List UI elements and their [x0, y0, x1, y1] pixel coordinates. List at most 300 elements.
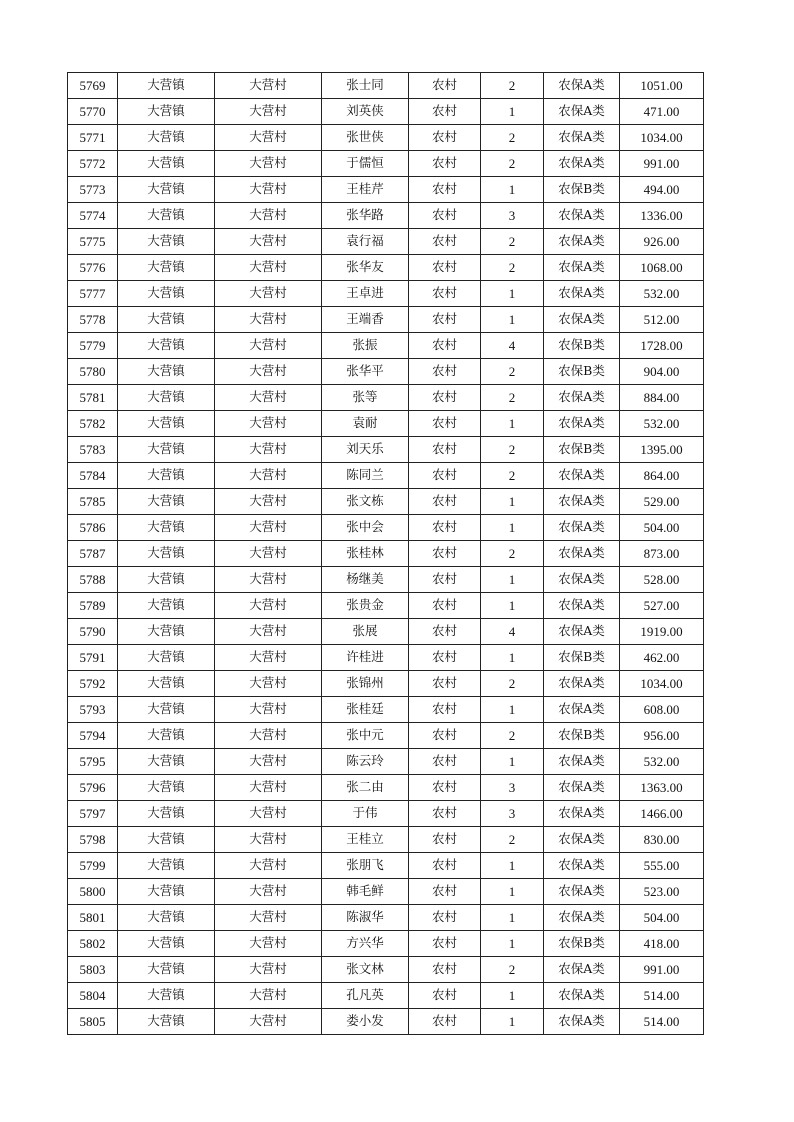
serial-number-cell: 5777 — [68, 281, 118, 307]
category-cell: 农保B类 — [544, 359, 620, 385]
serial-number-cell: 5786 — [68, 515, 118, 541]
town-cell: 大营镇 — [118, 463, 215, 489]
area-type-cell: 农村 — [409, 827, 481, 853]
name-cell: 孔凡英 — [322, 983, 409, 1009]
table-row — [68, 775, 704, 801]
serial-number-cell: 5796 — [68, 775, 118, 801]
serial-number-cell: 5802 — [68, 931, 118, 957]
household-count-cell: 3 — [481, 203, 544, 229]
table-row — [68, 853, 704, 879]
village-cell: 大营村 — [215, 99, 322, 125]
household-count-cell: 2 — [481, 229, 544, 255]
name-cell: 陈云玲 — [322, 749, 409, 775]
town-cell: 大营镇 — [118, 697, 215, 723]
amount-cell: 529.00 — [620, 489, 704, 515]
amount-cell: 512.00 — [620, 307, 704, 333]
name-cell: 韩毛鲜 — [322, 879, 409, 905]
town-cell: 大营镇 — [118, 671, 215, 697]
category-cell: 农保A类 — [544, 853, 620, 879]
town-cell: 大营镇 — [118, 385, 215, 411]
name-cell: 张世侠 — [322, 125, 409, 151]
village-cell: 大营村 — [215, 489, 322, 515]
category-cell: 农保A类 — [544, 255, 620, 281]
area-type-cell: 农村 — [409, 229, 481, 255]
amount-cell: 926.00 — [620, 229, 704, 255]
village-cell: 大营村 — [215, 151, 322, 177]
name-cell: 张桂林 — [322, 541, 409, 567]
name-cell: 王卓进 — [322, 281, 409, 307]
category-cell: 农保B类 — [544, 931, 620, 957]
amount-cell: 418.00 — [620, 931, 704, 957]
village-cell: 大营村 — [215, 125, 322, 151]
serial-number-cell: 5773 — [68, 177, 118, 203]
category-cell: 农保A类 — [544, 801, 620, 827]
table-row — [68, 255, 704, 281]
village-cell: 大营村 — [215, 749, 322, 775]
amount-cell: 504.00 — [620, 515, 704, 541]
name-cell: 张华友 — [322, 255, 409, 281]
town-cell: 大营镇 — [118, 619, 215, 645]
table-row — [68, 437, 704, 463]
name-cell: 刘英侠 — [322, 99, 409, 125]
table-row — [68, 957, 704, 983]
category-cell: 农保A类 — [544, 307, 620, 333]
household-count-cell: 1 — [481, 983, 544, 1009]
amount-cell: 514.00 — [620, 983, 704, 1009]
records-table-body — [68, 73, 704, 1035]
village-cell: 大营村 — [215, 567, 322, 593]
category-cell: 农保A类 — [544, 879, 620, 905]
serial-number-cell: 5803 — [68, 957, 118, 983]
serial-number-cell: 5804 — [68, 983, 118, 1009]
town-cell: 大营镇 — [118, 801, 215, 827]
amount-cell: 1395.00 — [620, 437, 704, 463]
household-count-cell: 2 — [481, 73, 544, 99]
area-type-cell: 农村 — [409, 957, 481, 983]
amount-cell: 1336.00 — [620, 203, 704, 229]
household-count-cell: 1 — [481, 177, 544, 203]
name-cell: 张贵金 — [322, 593, 409, 619]
area-type-cell: 农村 — [409, 359, 481, 385]
name-cell: 陈淑华 — [322, 905, 409, 931]
category-cell: 农保A类 — [544, 1009, 620, 1035]
village-cell: 大营村 — [215, 73, 322, 99]
household-count-cell: 1 — [481, 515, 544, 541]
town-cell: 大营镇 — [118, 931, 215, 957]
serial-number-cell: 5805 — [68, 1009, 118, 1035]
village-cell: 大营村 — [215, 437, 322, 463]
town-cell: 大营镇 — [118, 905, 215, 931]
category-cell: 农保B类 — [544, 645, 620, 671]
serial-number-cell: 5792 — [68, 671, 118, 697]
town-cell: 大营镇 — [118, 723, 215, 749]
amount-cell: 523.00 — [620, 879, 704, 905]
area-type-cell: 农村 — [409, 619, 481, 645]
town-cell: 大营镇 — [118, 827, 215, 853]
name-cell: 张朋飞 — [322, 853, 409, 879]
village-cell: 大营村 — [215, 957, 322, 983]
household-count-cell: 2 — [481, 385, 544, 411]
name-cell: 许桂进 — [322, 645, 409, 671]
village-cell: 大营村 — [215, 931, 322, 957]
amount-cell: 462.00 — [620, 645, 704, 671]
serial-number-cell: 5782 — [68, 411, 118, 437]
category-cell: 农保A类 — [544, 671, 620, 697]
amount-cell: 1034.00 — [620, 125, 704, 151]
category-cell: 农保A类 — [544, 567, 620, 593]
table-row — [68, 385, 704, 411]
area-type-cell: 农村 — [409, 541, 481, 567]
serial-number-cell: 5785 — [68, 489, 118, 515]
table-row — [68, 177, 704, 203]
town-cell: 大营镇 — [118, 1009, 215, 1035]
table-row — [68, 723, 704, 749]
household-count-cell: 1 — [481, 905, 544, 931]
area-type-cell: 农村 — [409, 177, 481, 203]
table-row — [68, 151, 704, 177]
category-cell: 农保A类 — [544, 99, 620, 125]
table-row — [68, 905, 704, 931]
name-cell: 王端香 — [322, 307, 409, 333]
amount-cell: 555.00 — [620, 853, 704, 879]
amount-cell: 830.00 — [620, 827, 704, 853]
household-count-cell: 2 — [481, 463, 544, 489]
serial-number-cell: 5781 — [68, 385, 118, 411]
name-cell: 张展 — [322, 619, 409, 645]
category-cell: 农保A类 — [544, 593, 620, 619]
area-type-cell: 农村 — [409, 151, 481, 177]
household-count-cell: 1 — [481, 489, 544, 515]
area-type-cell: 农村 — [409, 463, 481, 489]
serial-number-cell: 5779 — [68, 333, 118, 359]
category-cell: 农保B类 — [544, 333, 620, 359]
serial-number-cell: 5800 — [68, 879, 118, 905]
name-cell: 张等 — [322, 385, 409, 411]
household-count-cell: 2 — [481, 671, 544, 697]
amount-cell: 1068.00 — [620, 255, 704, 281]
village-cell: 大营村 — [215, 515, 322, 541]
serial-number-cell: 5784 — [68, 463, 118, 489]
household-count-cell: 1 — [481, 567, 544, 593]
town-cell: 大营镇 — [118, 593, 215, 619]
village-cell: 大营村 — [215, 801, 322, 827]
area-type-cell: 农村 — [409, 281, 481, 307]
household-count-cell: 2 — [481, 957, 544, 983]
area-type-cell: 农村 — [409, 905, 481, 931]
town-cell: 大营镇 — [118, 749, 215, 775]
household-count-cell: 2 — [481, 151, 544, 177]
serial-number-cell: 5789 — [68, 593, 118, 619]
table-row — [68, 281, 704, 307]
town-cell: 大营镇 — [118, 515, 215, 541]
area-type-cell: 农村 — [409, 489, 481, 515]
name-cell: 杨继美 — [322, 567, 409, 593]
village-cell: 大营村 — [215, 775, 322, 801]
name-cell: 张华路 — [322, 203, 409, 229]
table-row — [68, 671, 704, 697]
name-cell: 张文林 — [322, 957, 409, 983]
household-count-cell: 1 — [481, 697, 544, 723]
household-count-cell: 2 — [481, 125, 544, 151]
household-count-cell: 1 — [481, 411, 544, 437]
area-type-cell: 农村 — [409, 593, 481, 619]
amount-cell: 532.00 — [620, 411, 704, 437]
serial-number-cell: 5775 — [68, 229, 118, 255]
table-row — [68, 801, 704, 827]
household-count-cell: 1 — [481, 931, 544, 957]
amount-cell: 1728.00 — [620, 333, 704, 359]
town-cell: 大营镇 — [118, 567, 215, 593]
area-type-cell: 农村 — [409, 983, 481, 1009]
town-cell: 大营镇 — [118, 333, 215, 359]
area-type-cell: 农村 — [409, 515, 481, 541]
name-cell: 张文栋 — [322, 489, 409, 515]
table-row — [68, 463, 704, 489]
household-count-cell: 2 — [481, 437, 544, 463]
town-cell: 大营镇 — [118, 73, 215, 99]
amount-cell: 514.00 — [620, 1009, 704, 1035]
household-count-cell: 1 — [481, 281, 544, 307]
table-row — [68, 307, 704, 333]
town-cell: 大营镇 — [118, 255, 215, 281]
serial-number-cell: 5791 — [68, 645, 118, 671]
table-row — [68, 411, 704, 437]
table-row — [68, 567, 704, 593]
table-row — [68, 879, 704, 905]
name-cell: 张振 — [322, 333, 409, 359]
household-count-cell: 2 — [481, 541, 544, 567]
town-cell: 大营镇 — [118, 437, 215, 463]
table-row — [68, 73, 704, 99]
village-cell: 大营村 — [215, 229, 322, 255]
serial-number-cell: 5771 — [68, 125, 118, 151]
category-cell: 农保A类 — [544, 983, 620, 1009]
village-cell: 大营村 — [215, 359, 322, 385]
village-cell: 大营村 — [215, 333, 322, 359]
serial-number-cell: 5790 — [68, 619, 118, 645]
amount-cell: 1919.00 — [620, 619, 704, 645]
town-cell: 大营镇 — [118, 645, 215, 671]
category-cell: 农保A类 — [544, 619, 620, 645]
household-count-cell: 2 — [481, 827, 544, 853]
category-cell: 农保A类 — [544, 385, 620, 411]
serial-number-cell: 5774 — [68, 203, 118, 229]
amount-cell: 528.00 — [620, 567, 704, 593]
area-type-cell: 农村 — [409, 437, 481, 463]
area-type-cell: 农村 — [409, 567, 481, 593]
category-cell: 农保A类 — [544, 827, 620, 853]
table-row — [68, 359, 704, 385]
amount-cell: 1363.00 — [620, 775, 704, 801]
household-count-cell: 4 — [481, 333, 544, 359]
household-count-cell: 1 — [481, 749, 544, 775]
village-cell: 大营村 — [215, 853, 322, 879]
village-cell: 大营村 — [215, 255, 322, 281]
amount-cell: 864.00 — [620, 463, 704, 489]
table-row — [68, 99, 704, 125]
table-row — [68, 541, 704, 567]
amount-cell: 991.00 — [620, 151, 704, 177]
household-count-cell: 1 — [481, 853, 544, 879]
village-cell: 大营村 — [215, 593, 322, 619]
village-cell: 大营村 — [215, 619, 322, 645]
amount-cell: 532.00 — [620, 749, 704, 775]
name-cell: 张锦州 — [322, 671, 409, 697]
area-type-cell: 农村 — [409, 307, 481, 333]
town-cell: 大营镇 — [118, 489, 215, 515]
name-cell: 张桂廷 — [322, 697, 409, 723]
village-cell: 大营村 — [215, 307, 322, 333]
category-cell: 农保A类 — [544, 957, 620, 983]
area-type-cell: 农村 — [409, 775, 481, 801]
category-cell: 农保A类 — [544, 749, 620, 775]
town-cell: 大营镇 — [118, 853, 215, 879]
serial-number-cell: 5787 — [68, 541, 118, 567]
category-cell: 农保A类 — [544, 697, 620, 723]
town-cell: 大营镇 — [118, 411, 215, 437]
village-cell: 大营村 — [215, 177, 322, 203]
town-cell: 大营镇 — [118, 177, 215, 203]
amount-cell: 504.00 — [620, 905, 704, 931]
household-count-cell: 4 — [481, 619, 544, 645]
area-type-cell: 农村 — [409, 385, 481, 411]
serial-number-cell: 5776 — [68, 255, 118, 281]
area-type-cell: 农村 — [409, 645, 481, 671]
town-cell: 大营镇 — [118, 99, 215, 125]
amount-cell: 532.00 — [620, 281, 704, 307]
category-cell: 农保A类 — [544, 73, 620, 99]
amount-cell: 884.00 — [620, 385, 704, 411]
category-cell: 农保A类 — [544, 541, 620, 567]
area-type-cell: 农村 — [409, 723, 481, 749]
town-cell: 大营镇 — [118, 307, 215, 333]
table-row — [68, 515, 704, 541]
name-cell: 张二由 — [322, 775, 409, 801]
household-count-cell: 2 — [481, 255, 544, 281]
village-cell: 大营村 — [215, 541, 322, 567]
category-cell: 农保B类 — [544, 177, 620, 203]
village-cell: 大营村 — [215, 671, 322, 697]
table-row — [68, 697, 704, 723]
household-count-cell: 1 — [481, 593, 544, 619]
category-cell: 农保A类 — [544, 229, 620, 255]
category-cell: 农保A类 — [544, 281, 620, 307]
village-cell: 大营村 — [215, 463, 322, 489]
town-cell: 大营镇 — [118, 775, 215, 801]
amount-cell: 1051.00 — [620, 73, 704, 99]
area-type-cell: 农村 — [409, 333, 481, 359]
serial-number-cell: 5770 — [68, 99, 118, 125]
amount-cell: 471.00 — [620, 99, 704, 125]
name-cell: 张中会 — [322, 515, 409, 541]
household-count-cell: 1 — [481, 645, 544, 671]
town-cell: 大营镇 — [118, 983, 215, 1009]
category-cell: 农保B类 — [544, 723, 620, 749]
amount-cell: 1034.00 — [620, 671, 704, 697]
village-cell: 大营村 — [215, 827, 322, 853]
category-cell: 农保A类 — [544, 151, 620, 177]
category-cell: 农保A类 — [544, 775, 620, 801]
serial-number-cell: 5769 — [68, 73, 118, 99]
village-cell: 大营村 — [215, 203, 322, 229]
area-type-cell: 农村 — [409, 73, 481, 99]
name-cell: 刘天乐 — [322, 437, 409, 463]
area-type-cell: 农村 — [409, 203, 481, 229]
name-cell: 陈同兰 — [322, 463, 409, 489]
amount-cell: 527.00 — [620, 593, 704, 619]
name-cell: 张士同 — [322, 73, 409, 99]
area-type-cell: 农村 — [409, 879, 481, 905]
town-cell: 大营镇 — [118, 125, 215, 151]
village-cell: 大营村 — [215, 281, 322, 307]
serial-number-cell: 5798 — [68, 827, 118, 853]
village-cell: 大营村 — [215, 697, 322, 723]
town-cell: 大营镇 — [118, 359, 215, 385]
area-type-cell: 农村 — [409, 931, 481, 957]
serial-number-cell: 5788 — [68, 567, 118, 593]
town-cell: 大营镇 — [118, 879, 215, 905]
serial-number-cell: 5797 — [68, 801, 118, 827]
town-cell: 大营镇 — [118, 203, 215, 229]
name-cell: 于儒恒 — [322, 151, 409, 177]
area-type-cell: 农村 — [409, 99, 481, 125]
area-type-cell: 农村 — [409, 671, 481, 697]
village-cell: 大营村 — [215, 723, 322, 749]
serial-number-cell: 5793 — [68, 697, 118, 723]
serial-number-cell: 5783 — [68, 437, 118, 463]
records-table — [67, 72, 704, 1035]
table-row — [68, 593, 704, 619]
serial-number-cell: 5778 — [68, 307, 118, 333]
area-type-cell: 农村 — [409, 411, 481, 437]
amount-cell: 608.00 — [620, 697, 704, 723]
amount-cell: 1466.00 — [620, 801, 704, 827]
area-type-cell: 农村 — [409, 697, 481, 723]
household-count-cell: 2 — [481, 359, 544, 385]
serial-number-cell: 5794 — [68, 723, 118, 749]
category-cell: 农保A类 — [544, 411, 620, 437]
category-cell: 农保A类 — [544, 463, 620, 489]
town-cell: 大营镇 — [118, 229, 215, 255]
table-row — [68, 827, 704, 853]
table-row — [68, 125, 704, 151]
name-cell: 袁耐 — [322, 411, 409, 437]
name-cell: 张中元 — [322, 723, 409, 749]
table-row — [68, 333, 704, 359]
village-cell: 大营村 — [215, 879, 322, 905]
serial-number-cell: 5780 — [68, 359, 118, 385]
amount-cell: 494.00 — [620, 177, 704, 203]
village-cell: 大营村 — [215, 645, 322, 671]
village-cell: 大营村 — [215, 411, 322, 437]
category-cell: 农保A类 — [544, 489, 620, 515]
serial-number-cell: 5772 — [68, 151, 118, 177]
name-cell: 方兴华 — [322, 931, 409, 957]
town-cell: 大营镇 — [118, 541, 215, 567]
name-cell: 于伟 — [322, 801, 409, 827]
table-row — [68, 1009, 704, 1035]
household-count-cell: 1 — [481, 1009, 544, 1035]
category-cell: 农保A类 — [544, 905, 620, 931]
area-type-cell: 农村 — [409, 255, 481, 281]
household-count-cell: 1 — [481, 307, 544, 333]
table-row — [68, 983, 704, 1009]
household-count-cell: 1 — [481, 879, 544, 905]
area-type-cell: 农村 — [409, 125, 481, 151]
village-cell: 大营村 — [215, 983, 322, 1009]
table-row — [68, 229, 704, 255]
name-cell: 张华平 — [322, 359, 409, 385]
